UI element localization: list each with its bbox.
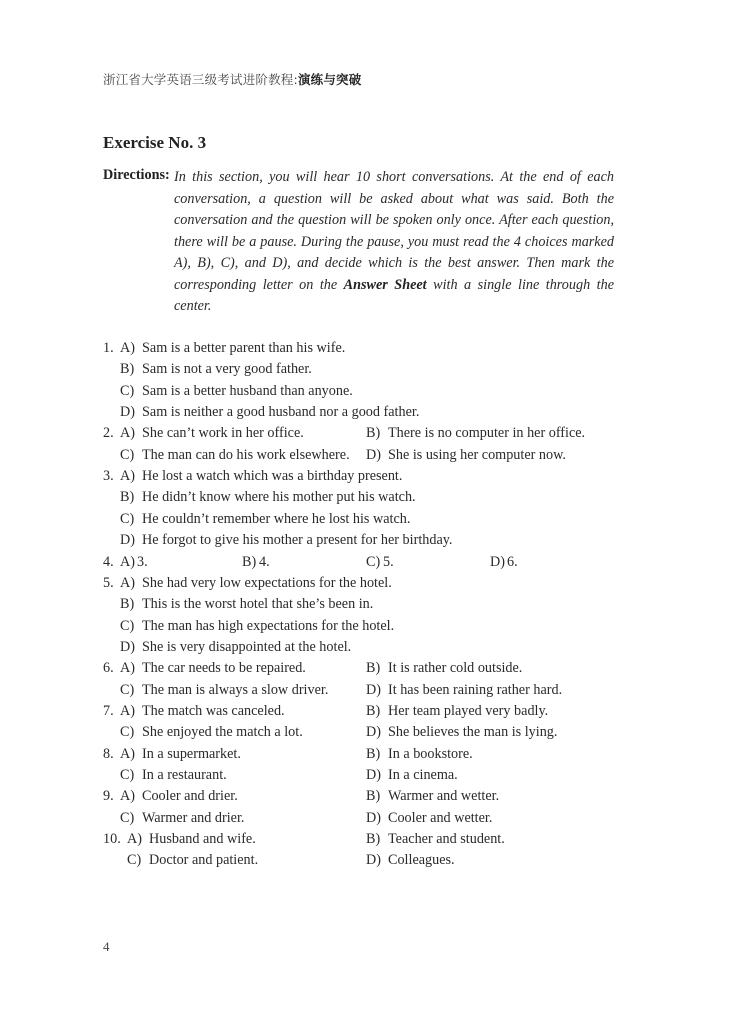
option-letter: B) [366,831,381,848]
question-number: 5. [103,574,114,591]
directions-text-part1: In this section, you will hear 10 short conversations. At the end of each conversation, a question will be asked about what was said. Both the conversation and the question will be spoken only once. After each question, there will be a pause. During the pause, you must read the 4 choices marked A), B), C), and D), and decide which is the best answer. Then mark the corresponding letter on the [174,169,614,293]
option-letter: B) [120,489,135,506]
option-text: Warmer and drier. [142,809,245,826]
option-text: Cooler and wetter. [388,809,493,826]
answer-sheet-emphasis: Answer Sheet [343,276,427,293]
option-text: She believes the man is lying. [388,724,558,741]
page-number: 4 [103,939,110,954]
option-text: In a bookstore. [388,745,473,762]
option-text: Colleagues. [388,852,455,869]
option-text: In a cinema. [388,767,458,783]
option-text: 6. [507,553,518,570]
option-letter: A) [120,788,135,805]
option-text: He lost a watch which was a birthday present. [142,468,403,485]
option-letter: C) [120,617,135,634]
question-number: 4. [103,553,114,570]
option-letter: B) [366,425,381,442]
option-text: He didn’t know where his mother put his watch. [142,489,416,506]
option-letter: A) [120,574,135,591]
question-number: 3. [103,468,114,485]
option-text: 4. [259,553,270,570]
option-letter: D) [490,553,505,570]
directions-text [174,167,614,318]
option-text: The man is always a slow driver. [142,681,329,698]
option-text: There is no computer in her office. [388,425,586,442]
option-letter: A) [120,660,135,677]
option-text: Sam is a better husband than anyone. [142,382,353,399]
option-text: Her team played very badly. [388,702,549,719]
option-text: He forgot to give his mother a present for her birthday. [142,532,453,549]
option-letter: C) [120,382,135,399]
question-number: 2. [103,425,114,442]
option-letter: C) [120,724,135,741]
option-letter: D) [120,404,135,421]
option-text: 5. [383,553,394,570]
option-text: Doctor and patient. [149,852,259,869]
question-number: 8. [103,745,114,762]
option-letter: D) [120,638,135,655]
option-letter: D) [366,681,381,698]
option-letter: C) [127,852,142,869]
exercise-title: Exercise No. 3 [103,133,207,152]
option-letter: B) [366,788,381,805]
option-text: In a restaurant. [142,767,227,783]
option-text: Cooler and drier. [142,788,238,805]
option-letter: A) [127,831,142,848]
option-text: The man can do his work elsewhere. [142,446,350,463]
option-letter: A) [120,425,135,442]
option-text: Sam is not a very good father. [142,361,312,378]
directions-label: Directions: [103,167,170,183]
option-letter: B) [366,660,381,677]
option-letter: B) [242,553,257,570]
option-letter: D) [366,767,381,783]
option-text: Warmer and wetter. [388,788,500,805]
option-text: She had very low expectations for the hotel. [142,574,392,591]
header-separator: : [293,72,298,87]
option-letter: D) [366,446,381,463]
option-text: Sam is a better parent than his wife. [142,340,346,356]
option-text: She enjoyed the match a lot. [142,724,303,741]
book-title: 浙江省大学英语三级考试进阶教程 [103,72,294,87]
option-text: It has been raining rather hard. [388,681,563,698]
option-text: In a supermarket. [142,745,241,762]
question-number: 9. [103,788,114,805]
directions-text-part2: with a single line through the center. [174,276,614,314]
option-text: He couldn’t remember where he lost his watch. [142,510,411,527]
option-text: She can’t work in her office. [142,425,304,442]
option-letter: A) [120,553,135,570]
option-letter: D) [366,809,381,826]
option-letter: C) [366,553,381,570]
option-letter: C) [120,446,135,463]
option-letter: B) [120,361,135,378]
option-letter: A) [120,745,135,762]
option-letter: B) [366,702,381,719]
question-number: 1. [103,340,114,356]
book-subtitle: 演练与突破 [297,72,362,87]
option-text: This is the worst hotel that she’s been in. [142,596,374,613]
option-letter: D) [366,724,381,741]
option-letter: B) [120,596,135,613]
option-text: The man has high expectations for the hotel. [142,617,395,634]
running-header [103,70,361,88]
option-text: The car needs to be repaired. [142,660,306,677]
option-text: Husband and wife. [149,831,256,848]
option-text: She is using her computer now. [388,446,566,463]
option-text: 3. [137,553,148,570]
option-text: The match was canceled. [142,702,285,719]
option-letter: A) [120,468,135,485]
option-letter: C) [120,809,135,826]
option-text: Teacher and student. [388,831,505,848]
option-letter: D) [120,532,135,549]
question-number: 7. [103,702,114,719]
option-letter: C) [120,767,135,783]
option-letter: C) [120,681,135,698]
option-letter: A) [120,702,135,719]
option-letter: C) [120,510,135,527]
question-number: 10. [103,831,121,848]
option-letter: D) [366,852,381,869]
option-text: It is rather cold outside. [388,660,523,677]
option-text: She is very disappointed at the hotel. [142,638,352,655]
option-letter: A) [120,340,135,356]
option-letter: B) [366,745,381,762]
option-text: Sam is neither a good husband nor a good father. [142,404,420,421]
question-number: 6. [103,660,114,677]
